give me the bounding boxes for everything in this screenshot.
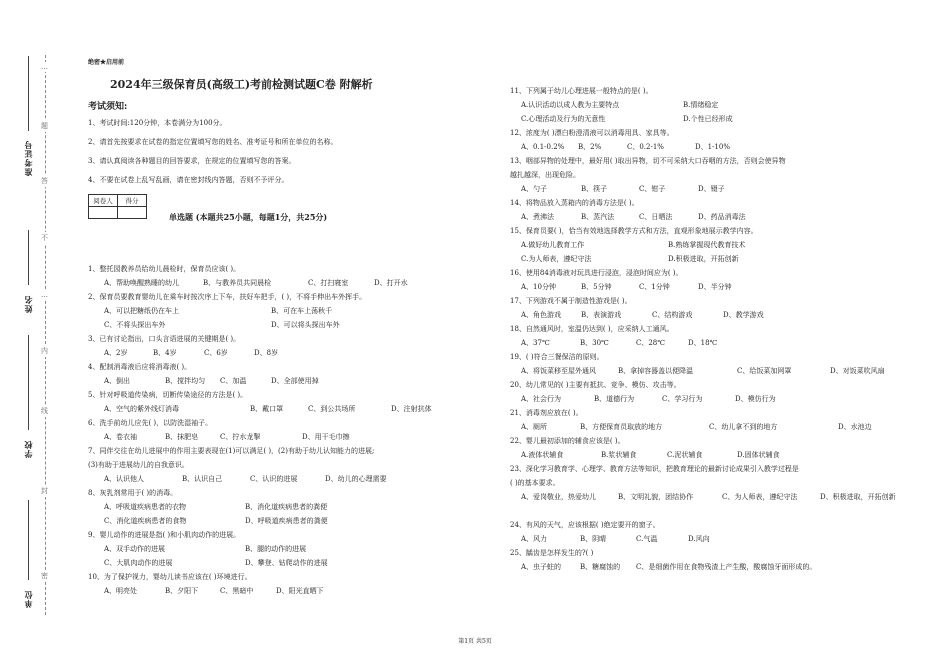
option[interactable]: B、搅拌均匀	[165, 377, 206, 385]
option[interactable]: D、全部使用掉	[271, 377, 319, 385]
option[interactable]: A、社会行为	[521, 395, 562, 403]
option[interactable]: C、加温	[220, 377, 247, 385]
exam-number-label: 准考证号	[23, 140, 33, 176]
option[interactable]: C、是细菌作用在食物残渣上产生酸，酸腐蚀牙面形成的。	[636, 563, 817, 571]
question-4: 4、配制消毒液后应将消毒液( )。	[88, 363, 192, 371]
option[interactable]: C、大肌肉动作的进展	[104, 559, 173, 567]
option[interactable]: B.情绪稳定	[683, 101, 719, 109]
option[interactable]: A.做好幼儿教育工作	[521, 241, 585, 249]
option[interactable]: A、呼吸道疾病患者的衣物	[104, 503, 187, 511]
option[interactable]: B、方便保育员取放的地方	[580, 423, 663, 431]
option[interactable]: A、0.1-0.2%	[521, 143, 565, 151]
option[interactable]: A、风力	[521, 535, 548, 543]
option[interactable]: D、8岁	[254, 349, 279, 357]
option[interactable]: A、明亮处	[104, 587, 138, 595]
question-17: 17、下列游戏不属于制造性游戏是( )。	[510, 297, 632, 305]
name-field[interactable]	[28, 230, 29, 285]
reviewer-cell[interactable]	[89, 207, 118, 219]
unit-label: 单位	[23, 590, 33, 608]
name-label: 姓名	[23, 295, 33, 313]
option[interactable]: A、勺子	[521, 185, 548, 193]
question-21: 21、消毒剂应放在( )。	[510, 409, 583, 417]
option[interactable]: C、拧水龙掣	[220, 433, 261, 441]
question-9: 9、婴儿动作的进展是指( )和小肌肉动作的进展。	[88, 531, 241, 539]
option[interactable]: C、钳子	[639, 185, 666, 193]
option[interactable]: D、镊子	[698, 185, 725, 193]
question-22: 22、婴儿最初添加的辅食应该是( )。	[510, 437, 625, 445]
option[interactable]: D、阳光直晒下	[276, 587, 324, 595]
question-2: 2、保育员要教育婴幼儿在乘车时按次序上下车，扶好车把手，( )，不将手伸出车外挥手。	[88, 293, 367, 301]
option[interactable]: B、拿掉容器盖以便降温	[618, 367, 694, 375]
option[interactable]: C.心理活动及行为的无意性	[521, 115, 606, 123]
seal-char: …	[41, 291, 48, 299]
option[interactable]: A、空气的紫外线灯消毒	[104, 405, 180, 413]
confidential-mark: 绝密★启用前	[88, 59, 125, 66]
notice-item: 3、请认真阅读各种题目的回答要求，在规定的位置填写您的答案。	[88, 157, 296, 165]
option[interactable]: B、可在车上荡秋千	[271, 307, 333, 315]
option[interactable]: B、与教养员共同晨检	[203, 279, 272, 287]
question-12: 12、浓度为( )漂白粉澄清液可以消毒用具、家具等。	[510, 129, 674, 137]
question-6: 6、洗手前幼儿应先( )，以防洗湿袖子。	[88, 419, 213, 427]
seal-char: 不	[41, 234, 48, 242]
question-14: 14、将物品放入蒸箱内的消毒方法是( )。	[510, 199, 639, 207]
option[interactable]: B、道德行为	[594, 395, 635, 403]
option[interactable]: C、1分钟	[639, 283, 670, 291]
option[interactable]: B、5分钟	[581, 283, 612, 291]
option[interactable]: D、积极进取，开拓创新	[820, 493, 896, 501]
question-10: 10、为了保护视力，婴幼儿读书应该在( )环境进行。	[88, 573, 252, 581]
option[interactable]: C.气温	[636, 535, 658, 543]
option[interactable]: B、认识自己	[182, 475, 223, 483]
school-label: 学校	[23, 440, 33, 458]
notice-item: 2、请首先按要求在试卷的指定位置填写您的姓名、准考证号和所在单位的名称。	[88, 138, 338, 146]
option[interactable]: B、抹肥皂	[165, 433, 199, 441]
question-18: 18、自然通风时，室温仍达到( )，应采纳人工通风。	[510, 325, 674, 333]
seal-char: 线	[41, 407, 48, 415]
option[interactable]: D.风向	[688, 535, 710, 543]
seal-char: 密	[41, 572, 48, 580]
question-8: 8、灰乳剂常用于( )的消毒。	[88, 489, 178, 497]
question-15: 15、保育员要( )，恰当有效地选择教学方式和方法，直观形象地展示教学内容。	[510, 227, 758, 235]
option[interactable]: D、18℃	[688, 339, 718, 347]
option[interactable]: D、水池边	[838, 423, 872, 431]
seal-char: 封	[41, 487, 48, 495]
option[interactable]: A、虫子蛀的	[521, 563, 562, 571]
option[interactable]: C、学习行为	[662, 395, 703, 403]
option[interactable]: A、角色游戏	[521, 311, 562, 319]
question-5: 5、针对呼吸道传染病，切断传染途径的方法是( )。	[88, 391, 248, 399]
exam-number-field[interactable]	[28, 56, 29, 131]
option[interactable]: A、爱岗敬业，热爱幼儿	[521, 493, 597, 501]
option[interactable]: A.认识活动以成人教为主要特点	[521, 101, 620, 109]
option[interactable]: C.为人师表，遵纪守法	[521, 255, 592, 263]
option[interactable]: A、37℃	[521, 339, 550, 347]
question-13: 13、咽部异物的处理中，最好用( )取出异物，切不可采纳大口吞咽的方法，否则会使异物	[510, 157, 786, 165]
option[interactable]: B、戴口罩	[250, 405, 284, 413]
option[interactable]: B、夕阳下	[165, 587, 199, 595]
option[interactable]: D、幼儿的心理需要	[325, 475, 387, 483]
option[interactable]: B、腿的动作的进展	[245, 545, 307, 553]
question-7: 7、同伴交往在幼儿进展中的作用主要表现在(1)可以满足( )，(2)有助于幼儿认知能力的进展;	[88, 447, 375, 455]
question-13-cont: 越扎越深，出现危险。	[510, 171, 580, 179]
option[interactable]: D.固体状辅食	[737, 451, 780, 459]
option[interactable]: A、将饭菜移至屋外通风	[521, 367, 597, 375]
option[interactable]: A、卷衣袖	[104, 433, 138, 441]
option[interactable]: A、双手动作的进展	[104, 545, 166, 553]
option[interactable]: B、糖腐蚀的	[580, 563, 621, 571]
reviewer-header: 阅卷人	[89, 195, 118, 207]
option[interactable]: C、不将头探出车外	[104, 321, 166, 329]
option[interactable]: C、消化道疾病患者的食物	[104, 517, 187, 525]
option[interactable]: B、文明礼貌，团结协作	[618, 493, 694, 501]
option[interactable]: A、帮助唤醒熟睡的幼儿	[104, 279, 180, 287]
option[interactable]: C、给饭菜加网罩	[737, 367, 792, 375]
question-23-cont: ( )的基本要求。	[510, 479, 560, 487]
question-11: 11、下列属于幼儿心理进展一般特点的是( )。	[510, 87, 653, 95]
seal-line	[45, 55, 46, 615]
option[interactable]: B.浆状辅食	[601, 451, 637, 459]
option[interactable]: C、为人师表，遵纪守法	[722, 493, 798, 501]
option[interactable]: D.积极进取，开拓创新	[668, 255, 739, 263]
option[interactable]: D、呼吸道疾病患者的粪便	[245, 517, 328, 525]
option[interactable]: A.液体状辅食	[521, 451, 564, 459]
school-field[interactable]	[28, 335, 29, 430]
option[interactable]: C、认识的进展	[250, 475, 298, 483]
question-20: 20、幼儿常见的( )主要有抵抗、竞争、模仿、攻击等。	[510, 381, 681, 389]
option[interactable]: B、2%	[578, 143, 602, 151]
option[interactable]: C、到公共场所	[308, 405, 356, 413]
question-23: 23、深化学习教育学、心理学、教育方法等知识，把教育理论的最新讨论成果引入教学过程是	[510, 465, 799, 473]
option[interactable]: C.泥状辅食	[667, 451, 703, 459]
question-16: 16、使用84消毒液对玩具进行浸泡，浸泡时间应为( )。	[510, 269, 683, 277]
option[interactable]: B、30℃	[580, 339, 609, 347]
page-title: 2024年三级保育员(高级工)考前检测试题C卷 附解析	[110, 78, 373, 91]
option[interactable]: A、认识他人	[104, 475, 145, 483]
question-7-cont: (3)有助于进展幼儿的自我意识。	[88, 461, 189, 469]
question-1: 1、整托园教养员给幼儿晨检时，保育员应该( )。	[88, 265, 241, 273]
option[interactable]: C、幼儿拿不到的地方	[709, 423, 778, 431]
option[interactable]: D、半分钟	[698, 283, 732, 291]
option[interactable]: C、28℃	[636, 339, 666, 347]
option[interactable]: B、筷子	[581, 185, 608, 193]
option[interactable]: D、1-10%	[695, 143, 730, 151]
seal-char: 内	[41, 347, 48, 355]
option[interactable]: A、厕所	[521, 423, 548, 431]
section-heading: 单选题 (本题共25小题，每题1分，共25分)	[169, 212, 328, 222]
option[interactable]: D.个性已经形成	[683, 115, 733, 123]
option[interactable]: C、6岁	[204, 349, 228, 357]
option[interactable]: C、黑暗中	[220, 587, 254, 595]
option[interactable]: B.熟练掌握现代教育技术	[668, 241, 746, 249]
option[interactable]: B、阴晴	[580, 535, 607, 543]
option[interactable]: D、药品消毒法	[698, 213, 746, 221]
score-header: 得分	[118, 195, 147, 207]
binding-margin	[0, 0, 80, 671]
page-number: 第1页 共5页	[458, 638, 492, 645]
notice-item: 1、考试时间:120分钟，本卷满分为100分。	[88, 119, 227, 127]
option[interactable]: D、攀登、钻爬动作的进展	[245, 559, 328, 567]
option[interactable]: C、结构游戏	[652, 311, 693, 319]
option[interactable]: D、注射抗体	[391, 405, 432, 413]
option[interactable]: A、2岁	[104, 349, 128, 357]
option[interactable]: A、煮沸法	[521, 213, 555, 221]
option[interactable]: D、模仿行为	[735, 395, 776, 403]
option[interactable]: C、打扫寝室	[308, 279, 349, 287]
notice-item: 4、不要在试卷上乱写乱画，请在密封线内答题，否则不予评分。	[88, 176, 289, 184]
question-25: 25、龋齿是怎样发生的?( )	[510, 549, 594, 557]
option[interactable]: D、对饭菜吹风扇	[830, 367, 885, 375]
option[interactable]: A、10分钟	[521, 283, 556, 291]
option[interactable]: B、表演游戏	[581, 311, 622, 319]
question-19: 19、( )符合三餐保洁的原则。	[510, 353, 604, 361]
option[interactable]: C、日晒法	[639, 213, 673, 221]
score-table	[88, 194, 147, 219]
option[interactable]: B、蒸汽法	[581, 213, 615, 221]
option[interactable]: D、可以将头探出车外	[271, 321, 340, 329]
option[interactable]: B、消化道疾病患者的粪便	[245, 503, 328, 511]
option[interactable]: A、可以把糖纸仍在车上	[104, 307, 180, 315]
option[interactable]: B、4岁	[153, 349, 177, 357]
question-24: 24、有风的天气，应该根据( )绝定要开的窗子。	[510, 521, 660, 529]
seal-char: …	[41, 63, 48, 71]
option[interactable]: C、0.2-1%	[627, 143, 664, 151]
option[interactable]: D、打开水	[374, 279, 408, 287]
notice-heading: 考试须知:	[88, 102, 128, 112]
score-cell[interactable]	[118, 207, 147, 219]
question-3: 3、已有讨论指出，口头言语进展的关键期是( )。	[88, 335, 241, 343]
unit-field[interactable]	[28, 500, 29, 580]
seal-char: 题	[41, 122, 48, 130]
option[interactable]: D、用干毛巾擦	[302, 433, 350, 441]
option[interactable]: D、教学游戏	[723, 311, 764, 319]
seal-char: 答	[41, 177, 48, 185]
option[interactable]: A、倒出	[104, 377, 131, 385]
